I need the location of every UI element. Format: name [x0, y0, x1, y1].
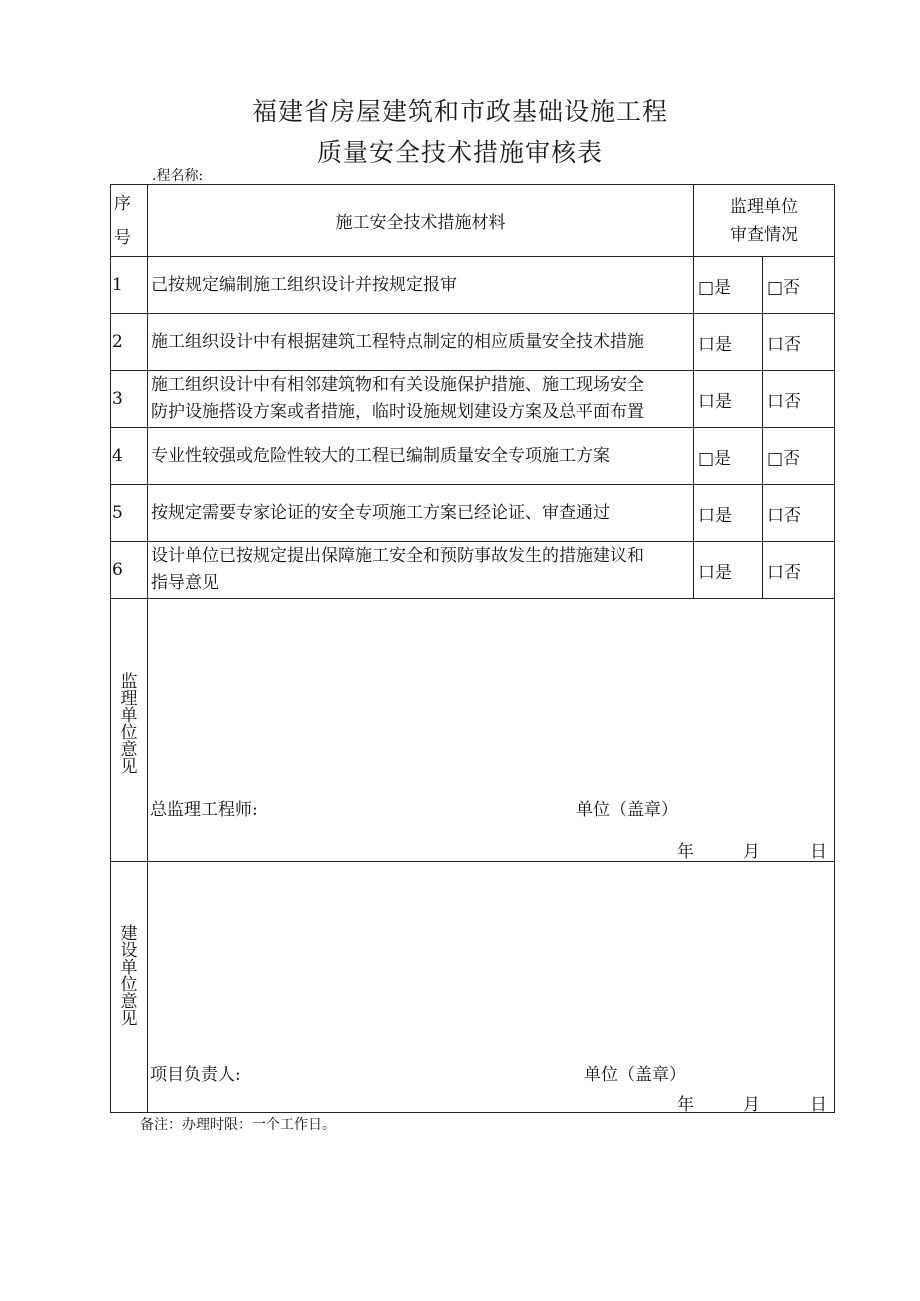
no-checkbox[interactable]: 口否: [763, 485, 835, 542]
header-material: 施工安全技术措施材料: [148, 185, 694, 257]
no-checkbox[interactable]: □否: [763, 428, 835, 485]
row-text-line: 施工组织设计中有相邻建筑物和有关设施保护措施、施工现场安全: [151, 375, 644, 395]
label-char: 见: [120, 1009, 138, 1029]
label-char: 单: [120, 958, 138, 978]
label-char: 位: [120, 975, 138, 995]
month-label: 月: [743, 842, 760, 862]
label-char: 单: [120, 706, 138, 726]
row-number: 1: [111, 257, 148, 314]
no-checkbox[interactable]: 口否: [763, 314, 835, 371]
label-char: 设: [120, 941, 138, 961]
yes-checkbox[interactable]: 口是: [694, 314, 763, 371]
day-label: 日: [810, 1095, 827, 1115]
table-row: [111, 428, 835, 485]
table-row: [111, 371, 835, 428]
yes-checkbox[interactable]: □是: [694, 428, 763, 485]
yes-checkbox[interactable]: 口是: [694, 371, 763, 428]
row-item-text: [148, 371, 694, 428]
supervisor-opinion-row: [111, 599, 835, 862]
remark-note: 备注：办理时限：一个工作日。: [140, 1117, 336, 1133]
row-number: 2: [111, 314, 148, 371]
supervisor-opinion-label: [111, 599, 148, 862]
row-item-text: [148, 257, 694, 314]
table-row: [111, 257, 835, 314]
no-checkbox[interactable]: 口否: [763, 371, 835, 428]
year-label: 年: [677, 1095, 694, 1115]
row-number: 5: [111, 485, 148, 542]
table-row: [111, 314, 835, 371]
supervisor-opinion-field[interactable]: [148, 599, 835, 862]
table-row: [111, 485, 835, 542]
row-text-line: 己按规定编制施工组织设计并按规定报审: [151, 274, 457, 295]
header-number-cell: [111, 185, 148, 257]
row-text-line: 施工组织设计中有根据建筑工程特点制定的相应质量安全技术措施: [151, 331, 644, 352]
builder-opinion-label: [111, 862, 148, 1113]
project-name-label: .程名称:: [152, 168, 204, 184]
header-number-bottom: 号: [114, 227, 131, 248]
row-text-line: 设计单位已按规定提出保障施工安全和预防事故发生的措施建议和: [151, 546, 644, 566]
header-supervisor-review: [694, 185, 835, 257]
row-item-text: [148, 542, 694, 599]
label-char: 见: [120, 757, 138, 777]
unit-seal-label: 单位（盖章）: [584, 1065, 686, 1085]
yes-checkbox[interactable]: □是: [694, 257, 763, 314]
row-number: 6: [111, 542, 148, 599]
project-manager-label: 项目负责人:: [150, 1065, 241, 1085]
no-checkbox[interactable]: 口否: [763, 542, 835, 599]
row-item-text: [148, 485, 694, 542]
label-char: 建: [120, 924, 138, 944]
row-text-line: 专业性较强或危险性较大的工程已编制质量安全专项施工方案: [151, 445, 610, 466]
chief-supervisor-label: 总监理工程师:: [150, 800, 258, 820]
label-char: 意: [120, 740, 138, 760]
form-title-line2: 质量安全技术措施审核表: [316, 138, 603, 167]
header-number-top: 序: [114, 193, 131, 214]
row-item-text: [148, 314, 694, 371]
row-item-text: [148, 428, 694, 485]
form-title-line1: 福建省房屋建筑和市政基础设施工程: [251, 97, 668, 126]
header-supervisor-line2: 审查情况: [730, 224, 798, 245]
label-char: 监: [120, 672, 138, 692]
builder-opinion-row: [111, 862, 835, 1113]
row-text-line: 防护设施搭设方案或者措施，临时设施规划建设方案及总平面布置: [151, 402, 644, 422]
row-text-line: 按规定需要专家论证的安全专项施工方案已经论证、审查通过: [151, 502, 610, 523]
table-row: [111, 542, 835, 599]
label-char: 位: [120, 723, 138, 743]
header-supervisor-line1: 监理单位: [730, 196, 798, 217]
label-char: 理: [120, 689, 138, 709]
row-text-line: 指导意见: [151, 573, 219, 593]
day-label: 日: [810, 842, 827, 862]
no-checkbox[interactable]: □否: [763, 257, 835, 314]
unit-seal-label: 单位（盖章）: [576, 800, 678, 820]
row-number: 4: [111, 428, 148, 485]
yes-checkbox[interactable]: 口是: [694, 485, 763, 542]
table-header-row: [111, 185, 835, 257]
builder-opinion-field[interactable]: [148, 862, 835, 1113]
month-label: 月: [743, 1095, 760, 1115]
review-table: [110, 184, 835, 1113]
row-number: 3: [111, 371, 148, 428]
year-label: 年: [677, 842, 694, 862]
yes-checkbox[interactable]: 口是: [694, 542, 763, 599]
label-char: 意: [120, 992, 138, 1012]
